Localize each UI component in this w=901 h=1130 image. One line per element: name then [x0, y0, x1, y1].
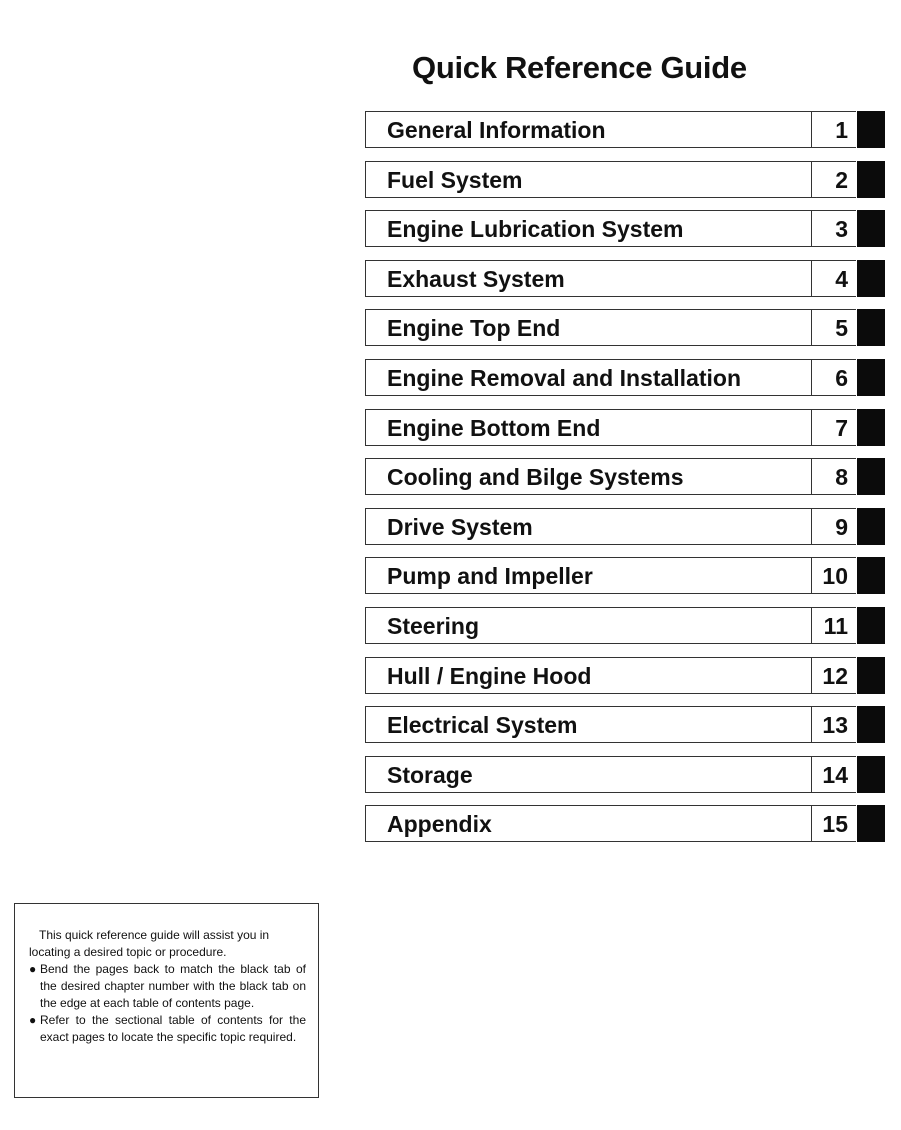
chapter-title: Engine Bottom End — [387, 414, 601, 441]
note-intro: This quick reference guide will assist you in locating a desired topic or procedure. — [29, 928, 270, 959]
chapter-title: Pump and Impeller — [387, 563, 593, 590]
black-tab-marker — [857, 706, 885, 743]
black-tab-marker — [857, 607, 885, 644]
chapter-number: 13 — [822, 712, 848, 739]
chapter-title: Fuel System — [387, 166, 523, 193]
chapter-number-cell — [811, 657, 856, 694]
usage-note-box — [14, 903, 319, 1098]
chapter-number-cell — [811, 458, 856, 495]
chapter-number-cell — [811, 756, 856, 793]
black-tab-marker — [857, 111, 885, 148]
chapter-row[interactable] — [365, 706, 887, 743]
chapter-number-cell — [811, 161, 856, 198]
chapter-title: General Information — [387, 117, 606, 143]
page-title: Quick Reference Guide — [412, 50, 747, 85]
chapter-row[interactable] — [365, 111, 887, 148]
chapter-title-cell — [365, 706, 812, 743]
black-tab-marker — [857, 756, 885, 793]
chapter-title: Electrical System — [387, 712, 578, 739]
chapter-title-cell — [365, 409, 812, 446]
chapter-title-cell — [365, 607, 812, 644]
note-bullet-text: Refer to the sectional table of contents for the exact pages to locate the specific topic required. — [40, 1013, 306, 1044]
chapter-title-cell — [365, 309, 812, 346]
chapter-number: 3 — [835, 216, 848, 243]
chapter-number: 1 — [835, 117, 848, 143]
black-tab-marker — [857, 458, 885, 495]
note-bullet-item — [29, 1012, 306, 1046]
chapter-row[interactable] — [365, 756, 887, 793]
chapter-number: 10 — [822, 563, 848, 590]
chapter-number-cell — [811, 260, 856, 297]
chapter-number-cell — [811, 309, 856, 346]
chapter-number-cell — [811, 706, 856, 743]
chapter-number-cell — [811, 805, 856, 842]
chapter-title-cell — [365, 458, 812, 495]
black-tab-marker — [857, 657, 885, 694]
chapter-title: Appendix — [387, 811, 492, 838]
note-bullet-item — [29, 961, 306, 1012]
chapter-number-cell — [811, 111, 856, 148]
chapter-title-cell — [365, 657, 812, 694]
chapter-title: Cooling and Bilge Systems — [387, 464, 684, 491]
black-tab-marker — [857, 557, 885, 594]
chapter-list — [365, 111, 887, 855]
bullet-icon: ● — [29, 962, 37, 976]
black-tab-marker — [857, 309, 885, 346]
chapter-title-cell — [365, 508, 812, 545]
chapter-row[interactable] — [365, 409, 887, 446]
chapter-row[interactable] — [365, 607, 887, 644]
chapter-title: Drive System — [387, 513, 533, 540]
chapter-number: 8 — [835, 464, 848, 491]
black-tab-marker — [857, 409, 885, 446]
chapter-title: Hull / Engine Hood — [387, 662, 592, 689]
chapter-number: 6 — [835, 364, 848, 391]
chapter-title-cell — [365, 359, 812, 396]
black-tab-marker — [857, 260, 885, 297]
chapter-row[interactable] — [365, 260, 887, 297]
black-tab-marker — [857, 508, 885, 545]
chapter-row[interactable] — [365, 309, 887, 346]
black-tab-marker — [857, 359, 885, 396]
chapter-row[interactable] — [365, 805, 887, 842]
chapter-number-cell — [811, 210, 856, 247]
chapter-number: 2 — [835, 166, 848, 193]
chapter-row[interactable] — [365, 508, 887, 545]
chapter-number: 11 — [823, 612, 848, 639]
chapter-title: Steering — [387, 612, 480, 639]
chapter-number-cell — [811, 607, 856, 644]
black-tab-marker — [857, 210, 885, 247]
chapter-title-cell — [365, 756, 812, 793]
chapter-title: Engine Top End — [387, 315, 561, 342]
chapter-title: Engine Removal and Installation — [387, 364, 742, 391]
chapter-number-cell — [811, 557, 856, 594]
chapter-row[interactable] — [365, 458, 887, 495]
chapter-title-cell — [365, 557, 812, 594]
chapter-row[interactable] — [365, 557, 887, 594]
chapter-number: 4 — [835, 265, 848, 292]
chapter-title-cell — [365, 805, 812, 842]
chapter-title-cell — [365, 210, 812, 247]
chapter-row[interactable] — [365, 210, 887, 247]
chapter-number: 12 — [822, 662, 848, 689]
chapter-row[interactable] — [365, 657, 887, 694]
black-tab-marker — [857, 161, 885, 198]
chapter-title: Engine Lubrication System — [387, 216, 684, 243]
chapter-title: Storage — [387, 761, 473, 788]
chapter-title: Exhaust System — [387, 265, 565, 292]
chapter-number: 9 — [835, 513, 848, 540]
black-tab-marker — [857, 805, 885, 842]
chapter-row[interactable] — [365, 359, 887, 396]
chapter-title-cell — [365, 260, 812, 297]
chapter-number-cell — [811, 508, 856, 545]
bullet-icon: ● — [29, 1013, 37, 1027]
note-bullet-text: Bend the pages back to match the black tab of the desired chapter number with the black tab on the edge at each table of contents page. — [40, 962, 306, 1010]
chapter-number: 7 — [835, 414, 848, 441]
chapter-title-cell — [365, 161, 812, 198]
chapter-number: 14 — [822, 761, 848, 788]
chapter-number-cell — [811, 359, 856, 396]
note-bullets — [29, 961, 306, 1046]
chapter-row[interactable] — [365, 161, 887, 198]
chapter-number-cell — [811, 409, 856, 446]
chapter-number: 5 — [835, 315, 848, 342]
chapter-title-cell — [365, 111, 812, 148]
chapter-number: 15 — [822, 811, 848, 838]
